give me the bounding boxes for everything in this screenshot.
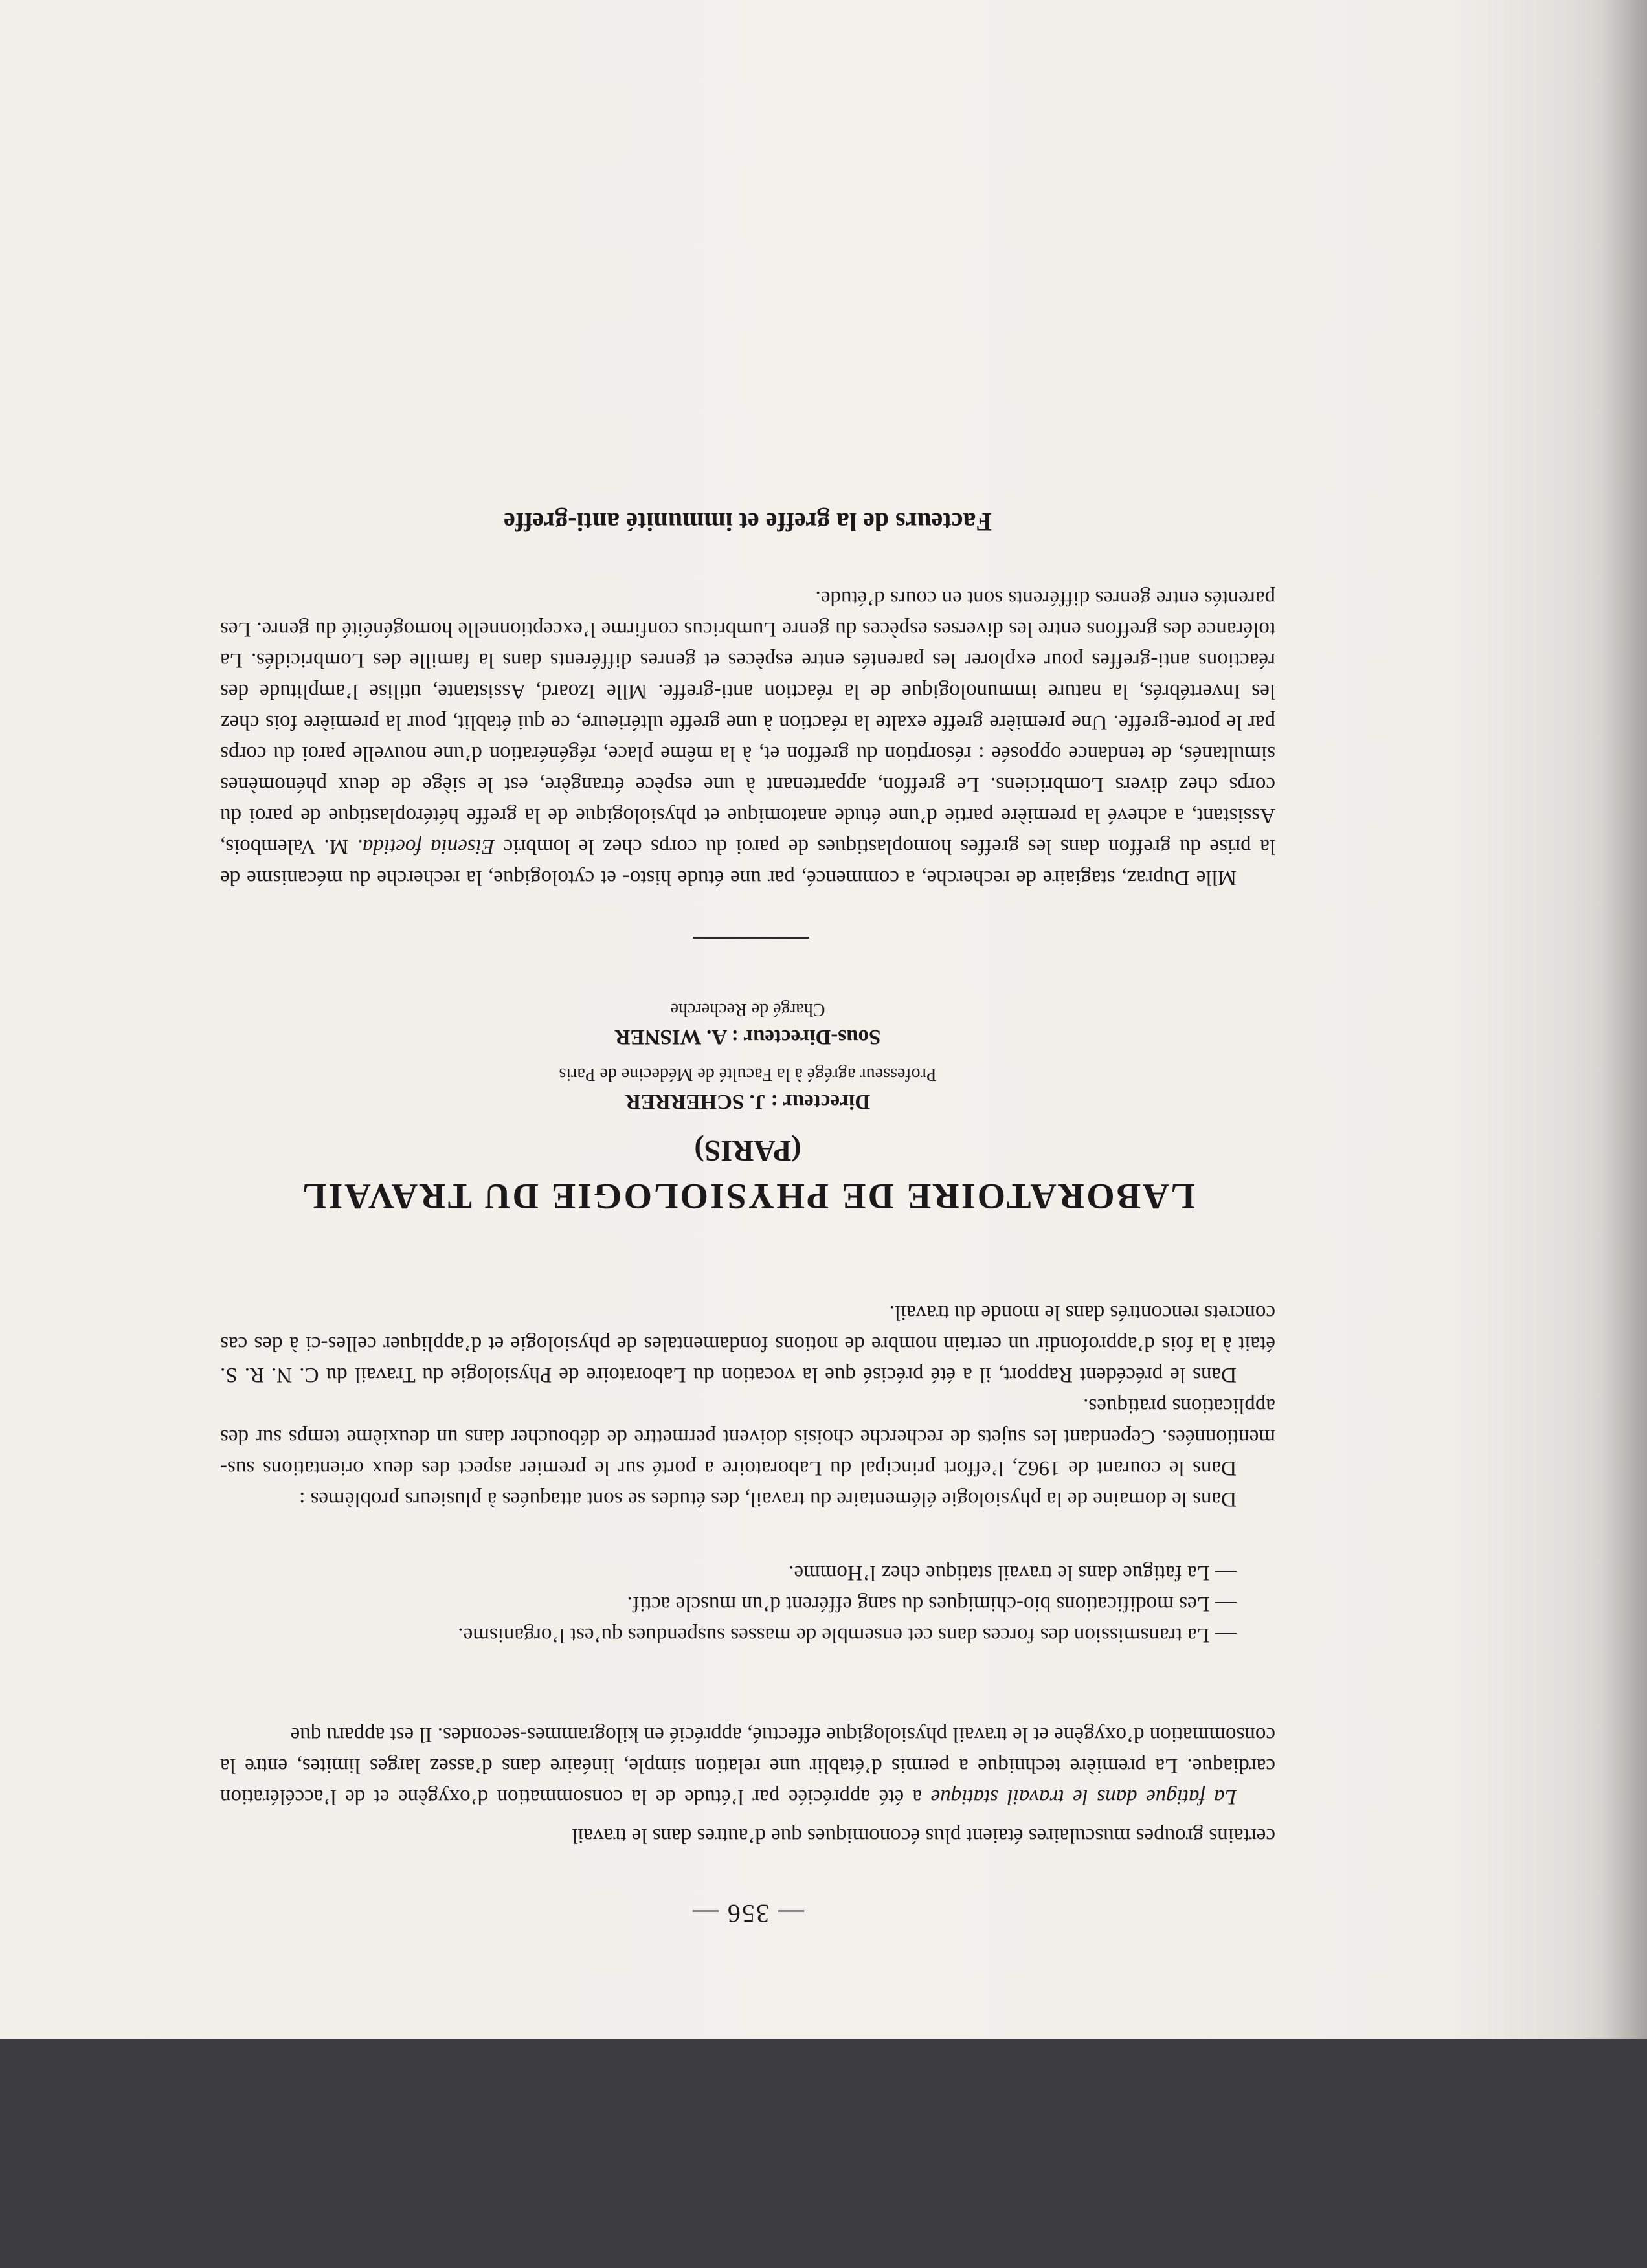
fatigue-italic: La fatigue dans le travail statique bbox=[930, 1785, 1237, 1808]
dash-item: — Les modifications bio-chimiques du sang efférent d’un muscle actif. bbox=[627, 1592, 1237, 1616]
continuation-block bbox=[220, 1820, 1275, 1851]
continuation-line: certains groupes musculaires étaient plus économiques que d’autres dans le travail bbox=[572, 1824, 1275, 1847]
section-heading: Facteurs de la greffe et immunité anti-greffe bbox=[504, 507, 992, 537]
lab-paragraph-group bbox=[220, 1297, 1275, 1515]
subdirector: Sous-Directeur : A. WISNER bbox=[614, 1025, 881, 1049]
fatigue-paragraph bbox=[220, 1719, 1275, 1812]
section-paragraph bbox=[220, 583, 1275, 893]
section-rule bbox=[693, 937, 809, 939]
dash-item: — La transmission des forces dans cet ensemble de masses suspendues qu’est l’organisme. bbox=[458, 1623, 1237, 1647]
lab-city: (PARIS) bbox=[694, 1135, 801, 1168]
lab-paragraph: Dans le précédent Rapport, il a été précisé que la vocation du Laboratoire de Physiologie du Travail du C. N. R. S. était à la fois d’approfondir un certain nombre de notions fondamentales de physiologie et d’appliquer celles-ci à des cas concrets rencontrés dans le monde du travail. bbox=[220, 1301, 1275, 1386]
rotated-page-content bbox=[220, 181, 1275, 1929]
fatigue-rest: a été appréciée par l’étude de la consommation d’oxygène et de l’accélération cardiaque. La première technique a permis d’établir une relation simple, linéaire dans d’assez larges limites, entre la consommation d’oxygène et le travail physiologique effectué, apprécié en kilogrammes-secondes. Il est apparu que bbox=[219, 1723, 1275, 1808]
dash-item: — La fatigue dans le travail statique chez l’Homme. bbox=[789, 1561, 1237, 1584]
director-title: Professeur agrégé à la Faculté de Médecine de Paris bbox=[559, 1064, 937, 1084]
lab-dash-list bbox=[220, 1557, 1275, 1651]
section-italic: Eisenia foetida. bbox=[357, 835, 495, 858]
lab-paragraph: Dans le domaine de la physiologie élémentaire du travail, des études se sont attaquées à plusieurs problèmes : bbox=[299, 1487, 1237, 1511]
lab-paragraph: Dans le courant de 1962, l’effort principal du Laboratoire a porté sur le premier aspect des deux orientations sus-mentionnées. Cependant les sujets de recherche choisis doivent permettre de déboucher dans un deuxième temps sur des applications pratiques. bbox=[220, 1394, 1275, 1480]
page-edge-shadow bbox=[1602, 0, 1647, 2039]
director: Directeur : J. SCHERRER bbox=[625, 1090, 871, 1113]
section-text-a: Mlle Dupraz, stagiaire de recherche, a commencé, par une étude histo- et cytologique, la recherche du mécanisme de la prise du greffon dans les greffes homoplastiques de paroi du corps chez le lombric bbox=[220, 835, 1275, 889]
lab-title: LABORATOIRE DE PHYSIOLOGIE DU TRAVAIL bbox=[300, 1176, 1195, 1216]
section-body bbox=[220, 583, 1275, 893]
lab-body bbox=[220, 1719, 1275, 1812]
subdirector-title: Chargé de Recherche bbox=[670, 999, 825, 1019]
page-number: — 356 — bbox=[691, 1899, 804, 1928]
section-text-b: M. Valembois, Assistant, a achevé la première partie d’une étude anatomique et physiologique de la greffe hétéroplastique de paroi du corps chez divers Lombriciens. Le greffon, appartenant à une espèce étrangère, est le siège de deux phénomènes simultanés, de tendance opposée : résorption du greffon et, à la même place, régénération d’une nouvelle paroi du corps par le porte-greffe. Une première greffe exalte la réaction à une greffe ultérieure, ce qui établit, pour la première fois chez les Invertébrés, la nature immunologique de la réaction anti-greffe. Mlle Izoard, Assistante, utilise l’amplitude des réactions anti-greffes pour explorer les parentés entre espèces et genres différents dans la famille des Lombricidés. La tolérance des greffons entre les diverses espèces du genre Lumbricus confirme l’exceptionnelle homogénéité du genre. Les parentés entre genres différents sont en cours d’étude. bbox=[220, 586, 1275, 858]
